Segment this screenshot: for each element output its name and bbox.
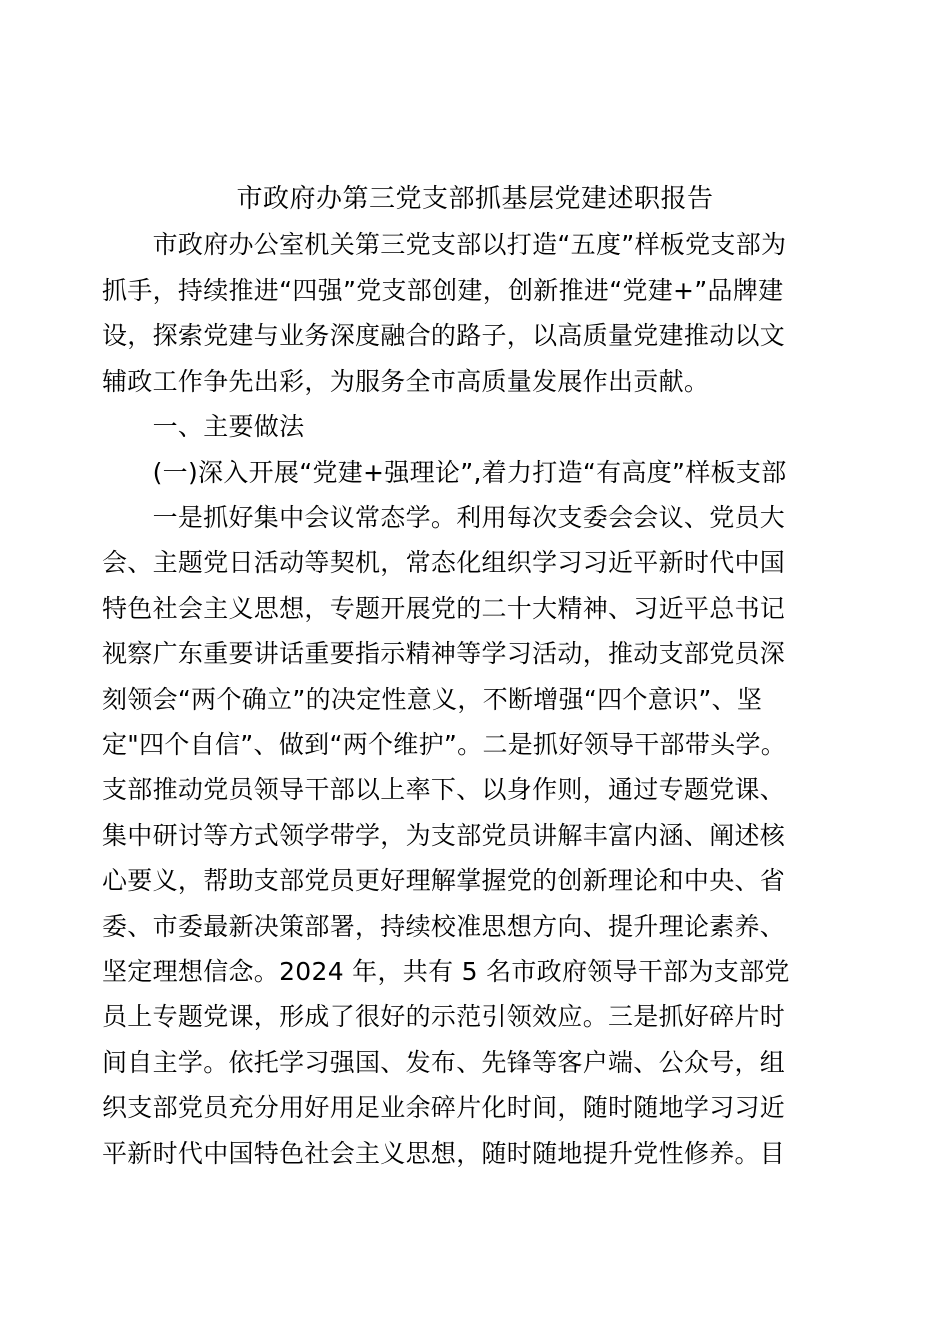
body-line: 间自主学。依托学习强国、发布、先锋等客户端、公众号，组 <box>102 1048 786 1077</box>
body-line: 视察广东重要讲话重要指示精神等学习活动，推动支部党员深 <box>102 639 786 668</box>
body-line: 一是抓好集中会议常态学。利用每次支委会会议、党员大 <box>102 503 786 532</box>
body-line: 织支部党员充分用好用足业余碎片化时间，随时随地学习习近 <box>102 1093 786 1122</box>
body-line: 心要义，帮助支部党员更好理解掌握党的创新理论和中央、省 <box>102 866 786 895</box>
body-line: 辅政工作争先出彩，为服务全市高质量发展作出贡献。 <box>102 367 710 396</box>
body-line: 委、市委最新决策部署，持续校准思想方向、提升理论素养、 <box>102 912 786 941</box>
body-line: 市政府办公室机关第三党支部以打造“五度”样板党支部为 <box>102 230 787 259</box>
body-line: 会、主题党日活动等契机，常态化组织学习习近平新时代中国 <box>102 548 786 577</box>
body-line: 坚定理想信念。2024 年，共有 5 名市政府领导干部为支部党 <box>102 957 790 986</box>
body-line: 特色社会主义思想，专题开展党的二十大精神、习近平总书记 <box>102 594 786 623</box>
subsection-heading: (一)深入开展“党建+强理论”,着力打造“有高度”样板支部 <box>102 458 787 487</box>
body-line: 刻领会“两个确立”的决定性意义，不断增强“四个意识”、坚 <box>102 685 763 714</box>
document-title: 市政府办第三党支部抓基层党建述职报告 <box>236 184 714 214</box>
body-line: 设，探索党建与业务深度融合的路子，以高质量党建推动以文 <box>102 321 786 350</box>
section-heading: 一、主要做法 <box>102 412 305 441</box>
body-line: 员上专题党课，形成了很好的示范引领效应。三是抓好碎片时 <box>102 1002 786 1031</box>
body-line: 平新时代中国特色社会主义思想，随时随地提升党性修养。目 <box>102 1139 786 1168</box>
body-line: 定"四个自信”、做到“两个维护”。二是抓好领导干部带头学。 <box>102 730 787 759</box>
body-line: 抓手，持续推进“四强”党支部创建，创新推进“党建+”品牌建 <box>102 276 784 305</box>
body-line: 支部推动党员领导干部以上率下、以身作则，通过专题党课、 <box>102 775 786 804</box>
body-line: 集中研讨等方式领学带学，为支部党员讲解丰富内涵、阐述核 <box>102 821 786 850</box>
